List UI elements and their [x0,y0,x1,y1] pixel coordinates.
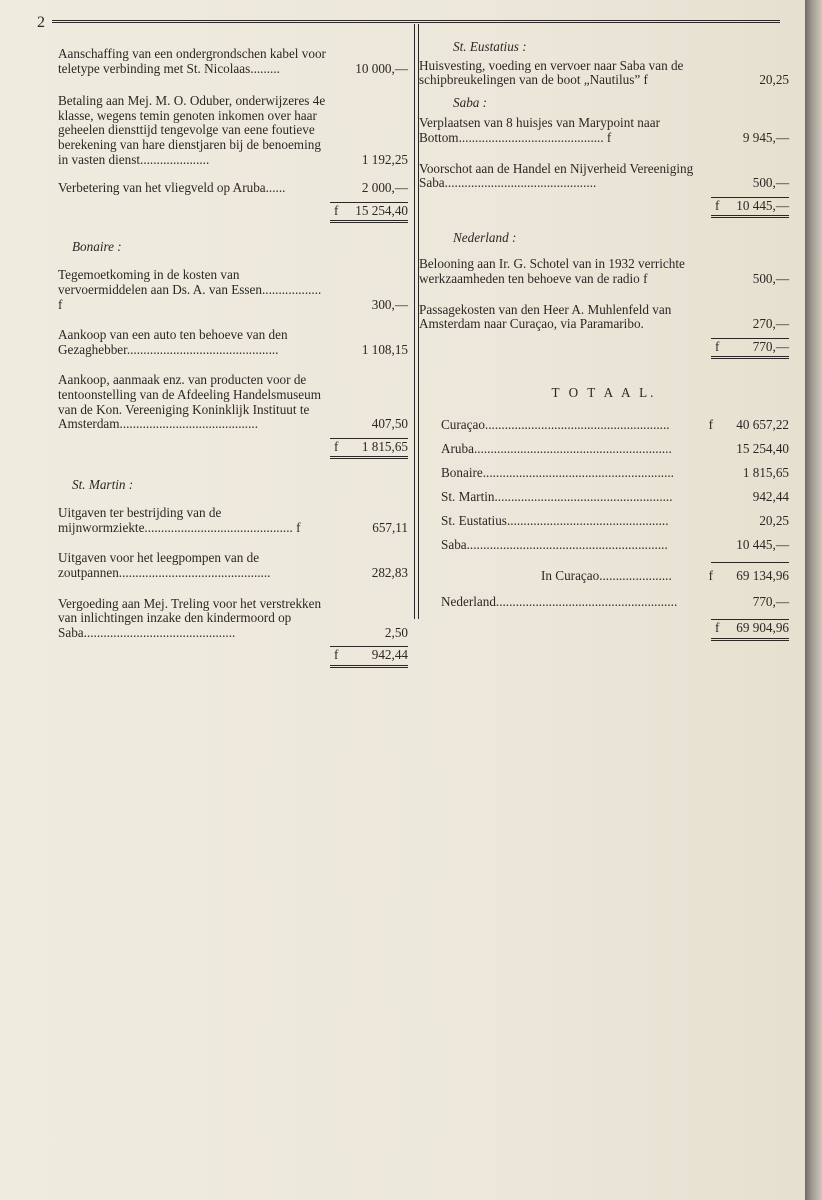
nederland-entry [419,257,789,286]
nederland-total-row [419,595,789,613]
row-label: Saba............................................................. [441,537,668,553]
row-amount: 770,— [752,594,789,610]
aruba-entry [58,47,408,76]
currency-symbol: f [715,197,720,213]
nederland-subtotal [419,338,789,356]
page-number: 2 [37,14,45,31]
entry-amount: 407,50 [371,416,408,432]
section-heading: Bonaire : [72,238,122,254]
section-heading: Nederland : [453,229,517,245]
subtotal-amount: 15 254,40 [355,202,408,218]
currency-symbol: f [334,202,339,218]
totaal-row [419,418,789,436]
row-label: Bonaire.......................................................... [441,465,674,481]
row-label: Curaçao........................................................ [441,417,670,433]
entry-text: Vergoeding aan Mej. Treling voor het verstrekken van inlichtingen inzake den kindermoord op Saba.............................................. [58,595,322,640]
header-rule [52,20,780,23]
saba-subtotal [419,197,789,215]
row-amount: 10 445,— [736,537,789,553]
entry-text: Verplaatsen van 8 huisjes van Marypoint naar Bottom............................................ f [419,115,660,145]
entry-amount: 1 192,25 [361,151,408,167]
steustatius-entry [419,59,789,88]
subtotal-amount: 10 445,— [736,197,789,213]
row-amount: 20,25 [759,513,789,529]
entry-amount: 282,83 [371,565,408,581]
entry-amount: 270,— [752,316,789,332]
aruba-entry [58,181,408,196]
currency-symbol: f [334,647,339,663]
grand-total-amount: 69 904,96 [736,620,789,636]
bonaire-entry [58,328,408,357]
entry-text: Aankoop, aanmaak enz. van producten voor de tentoonstelling van de Afdeeling Handelsmuseum van de Kon. Vereeniging Koninklijk Instituut te Amsterdam.......................................... [58,372,321,432]
currency-symbol: f [715,620,720,636]
bonaire-subtotal [58,438,408,456]
right-column [419,40,789,637]
aruba-subtotal [58,202,408,220]
entry-amount: 500,— [752,175,789,191]
page-edge [805,0,822,1200]
row-amount: 69 134,96 [736,568,789,584]
entry-amount: 500,— [752,270,789,286]
row-amount: 942,44 [752,489,789,505]
row-label: In Curaçao...................... [541,568,672,584]
stmartin-entry [58,551,408,580]
entry-amount: 20,25 [759,72,789,88]
aruba-entry [58,94,408,167]
totaal-row [419,538,789,556]
section-heading: Saba : [453,94,488,110]
totaal-heading: T O T A A L. [551,384,657,400]
row-amount: 1 815,65 [742,465,789,481]
entry-text: Voorschot aan de Handel en Nijverheid Vereeniging Saba.............................................. [419,160,694,191]
entry-text: Uitgaven ter bestrijding van de mijnwormziekte............................................. f [58,505,301,535]
stmartin-entry [58,597,408,641]
row-amount: 40 657,22 [736,417,789,433]
entry-text: Tegemoetkoming in de kosten van vervoermiddelen aan Ds. A. van Essen.................. f [58,267,322,312]
row-label: Nederland....................................................... [441,594,678,610]
entry-amount: 10 000,— [355,60,408,76]
entry-amount: 2,50 [384,624,408,640]
saba-entry [419,162,789,191]
totaal-row [419,514,789,532]
totaal-row [419,442,789,460]
subtotal-amount: 1 815,65 [361,438,408,454]
row-label: St. Eustatius................................................. [441,513,669,529]
currency-symbol: f [708,417,713,433]
entry-amount: 300,— [371,296,408,312]
left-column [58,47,408,664]
stmartin-entry [58,506,408,535]
row-label: Aruba............................................................ [441,441,672,457]
section-heading: St. Martin : [72,476,134,492]
grand-total [419,619,789,637]
saba-entry [419,116,789,145]
bonaire-entry [58,373,408,431]
entry-amount: 9 945,— [742,129,789,145]
entry-text: Passagekosten van den Heer A. Muhlenfeld van Amsterdam naar Curaçao, via Paramaribo. [419,301,672,332]
row-amount: 15 254,40 [736,441,789,457]
entry-text: Huisvesting, voeding en vervoer naar Saba van de schipbreukelingen van de boot „Nautilus” f [419,57,684,88]
entry-text: Betaling aan Mej. M. O. Oduber, onderwijzeres 4e klasse, wegens temin genoten inkomen over haar geheelen diensttijd tengevolge van eene foutieve berekening van hare dienstjaren bij de benoeming in vasten dienst..................... [58,93,326,167]
currency-symbol: f [334,438,339,454]
entry-text: Belooning aan Ir. G. Schotel van in 1932 verrichte werkzaamheden ten behoeve van de radio f [419,256,685,286]
entry-text: Uitgaven voor het leegpompen van de zoutpannen.............................................. [58,550,271,581]
subtotal-amount: 942,44 [371,647,408,663]
entry-amount: 1 108,15 [361,341,408,357]
subtotal-amount: 770,— [752,338,789,354]
in-curacao-row [419,569,789,587]
entry-text: Aankoop van een auto ten behoeve van den Gezaghebber.............................................. [58,327,288,357]
currency-symbol: f [708,568,713,584]
entry-text: Verbetering van het vliegveld op Aruba...... [58,180,286,196]
entry-text: Aanschaffing van een ondergrondschen kabel voor teletype verbinding met St. Nicolaas......... [58,46,326,76]
section-heading: St. Eustatius : [453,39,527,54]
row-label: St. Martin...................................................... [441,489,673,505]
entry-amount: 657,11 [372,519,408,535]
stmartin-subtotal [58,646,408,664]
bonaire-entry [58,268,408,312]
totaal-row [419,490,789,508]
currency-symbol: f [715,338,720,354]
totaal-row [419,466,789,484]
entry-amount: 2 000,— [361,180,408,196]
nederland-entry [419,303,789,332]
sum-rule [711,562,789,563]
